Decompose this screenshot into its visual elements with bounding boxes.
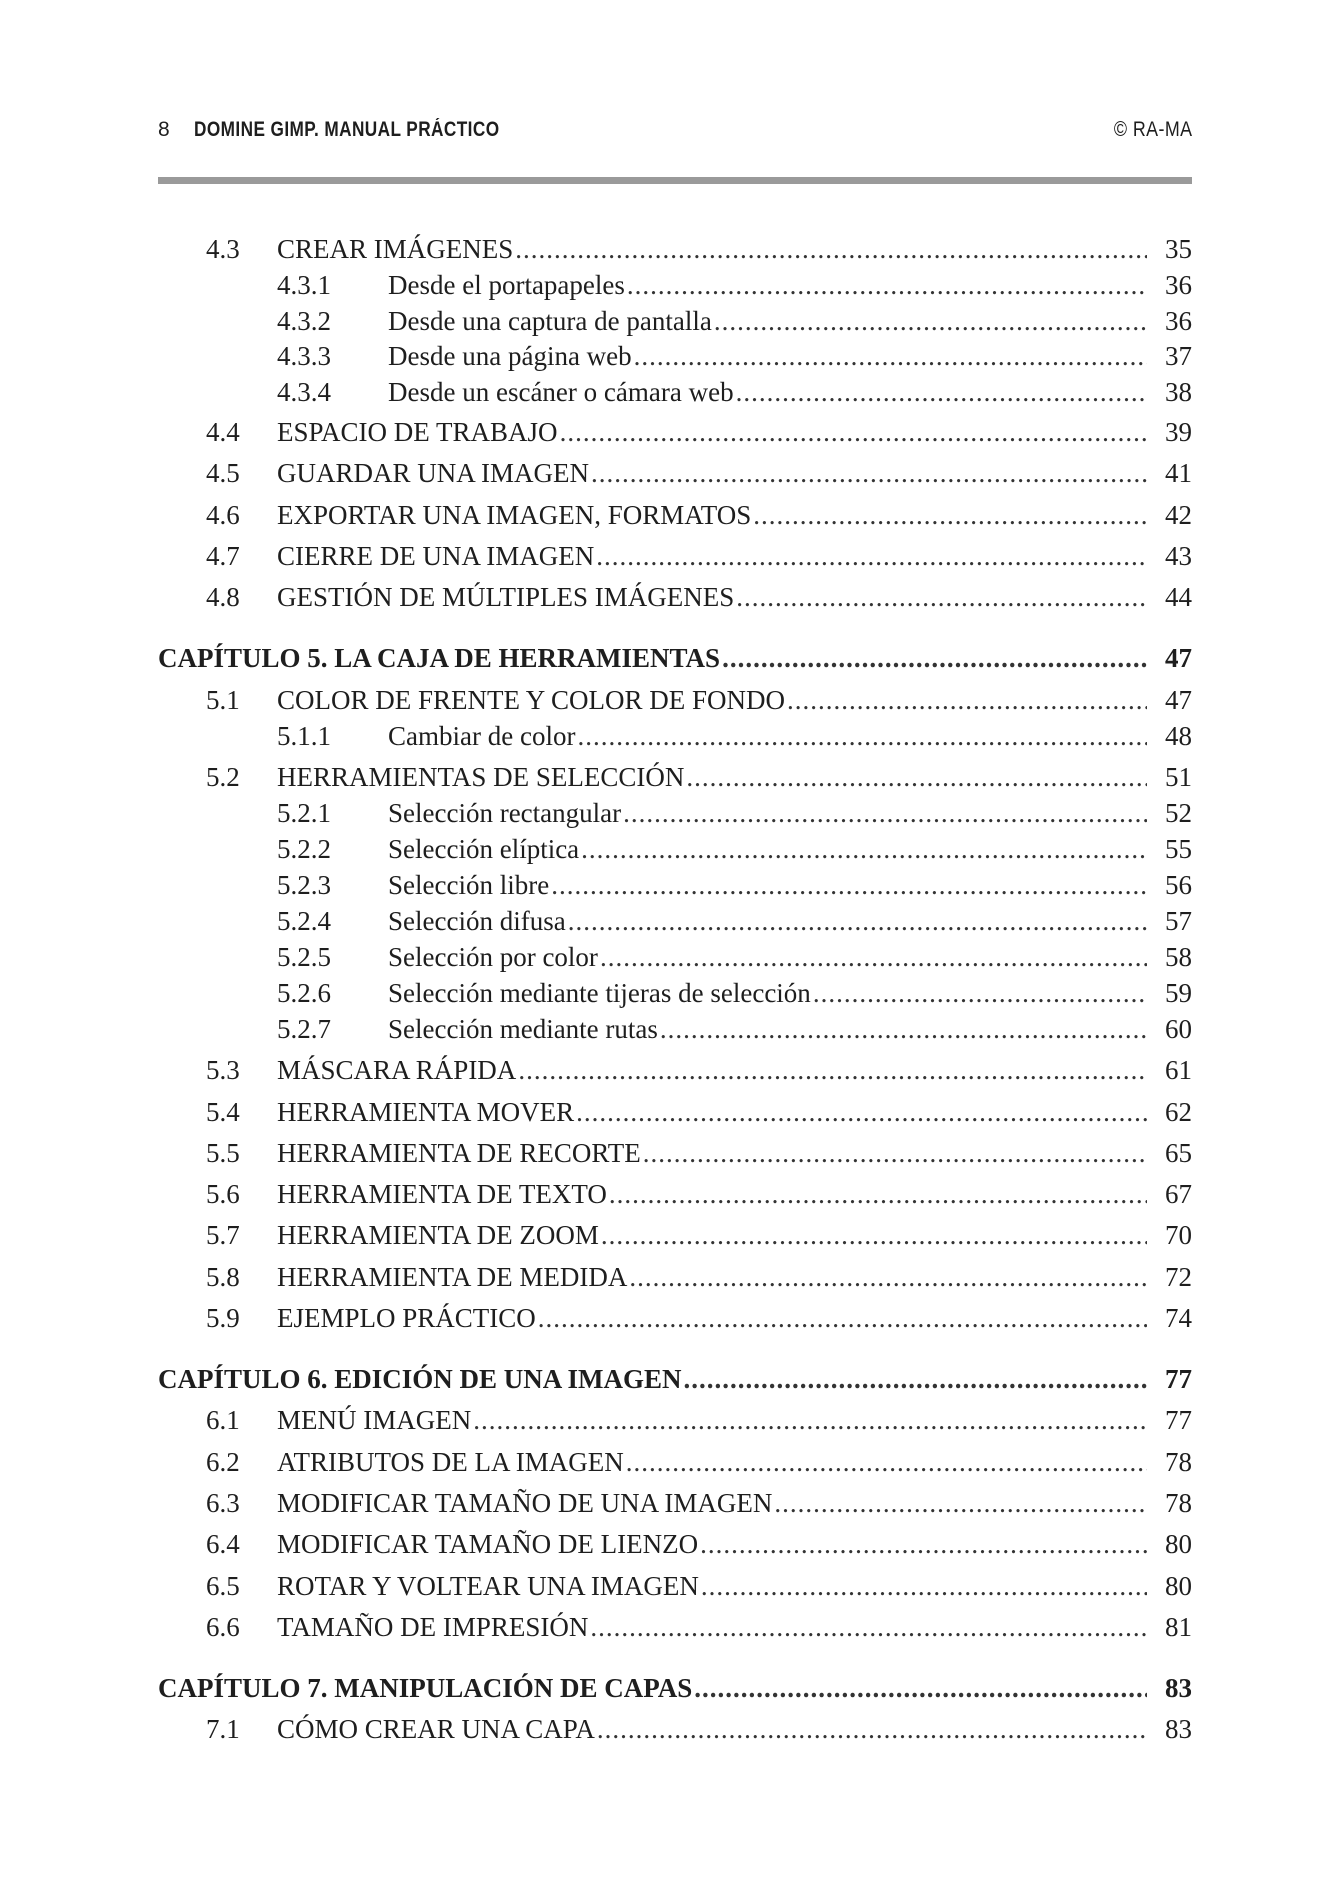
toc-entry-number: 4.7 [206, 541, 240, 571]
toc-entry-page: 36 [1165, 270, 1192, 300]
toc-entry-page: 60 [1165, 1014, 1192, 1044]
dot-leader [600, 940, 1147, 974]
toc-entry-number: 5.2.6 [277, 978, 331, 1008]
toc-entry [0, 1610, 1339, 1644]
toc-entry-title: Selección libre [388, 870, 550, 900]
dot-leader [473, 1403, 1147, 1437]
toc-entry [0, 719, 1339, 753]
dot-leader [551, 868, 1147, 902]
toc-entry-page: 80 [1165, 1571, 1192, 1601]
dot-leader [627, 268, 1147, 302]
toc-entry [0, 1260, 1339, 1294]
dot-leader [609, 1177, 1147, 1211]
toc-entry-page: 70 [1165, 1220, 1192, 1250]
toc-entry [0, 1012, 1339, 1046]
toc-entry-title: Desde una página web [388, 341, 632, 371]
toc-entry-page: 55 [1165, 834, 1192, 864]
dot-leader [560, 415, 1147, 449]
toc-entry-title: ATRIBUTOS DE LA IMAGEN [277, 1447, 624, 1477]
toc-entry-title: Desde un escáner o cámara web [388, 377, 734, 407]
dot-leader [568, 904, 1147, 938]
toc-entry-title: Selección difusa [388, 906, 566, 936]
toc-entry-page: 77 [1165, 1405, 1192, 1435]
toc-entry-title: CIERRE DE UNA IMAGEN [277, 541, 595, 571]
toc-entry-number: 5.2.5 [277, 942, 331, 972]
toc-entry [0, 1218, 1339, 1252]
toc-entry-title: MÁSCARA RÁPIDA [277, 1055, 517, 1085]
toc-entry-number: 5.4 [206, 1097, 240, 1127]
toc-entry-page: 42 [1165, 500, 1192, 530]
toc-entry-page: 35 [1165, 234, 1192, 264]
dot-leader [576, 1095, 1147, 1129]
page-number: 8 [158, 118, 171, 141]
toc-entry-title: HERRAMIENTA DE MEDIDA [277, 1262, 628, 1292]
toc-entry-title: GUARDAR UNA IMAGEN [277, 458, 590, 488]
toc-entry-page: 61 [1165, 1055, 1192, 1085]
toc-entry [0, 415, 1339, 449]
dot-leader [694, 1671, 1147, 1705]
toc-entry-page: 47 [1165, 685, 1192, 715]
dot-leader [813, 976, 1147, 1010]
toc-entry-page: 36 [1165, 306, 1192, 336]
toc-entry-title: CAPÍTULO 6. EDICIÓN DE UNA IMAGEN [158, 1364, 682, 1394]
dot-leader [597, 1712, 1147, 1746]
toc-entry-page: 41 [1165, 458, 1192, 488]
toc-entry-title: EJEMPLO PRÁCTICO [277, 1303, 536, 1333]
toc-entry [0, 498, 1339, 532]
toc-entry [0, 232, 1339, 266]
toc-chapter [0, 1362, 1339, 1396]
book-title: DOMINE GIMP. MANUAL PRÁCTICO [194, 118, 500, 141]
dot-leader [629, 1260, 1147, 1294]
toc-entry-page: 51 [1165, 762, 1192, 792]
toc-entry-number: 6.6 [206, 1612, 240, 1642]
dot-leader [701, 1569, 1147, 1603]
toc-entry [0, 1486, 1339, 1520]
publisher: © RA-MA [1113, 118, 1192, 141]
dot-leader [660, 1012, 1147, 1046]
toc-entry-number: 4.6 [206, 500, 240, 530]
dot-leader [601, 1218, 1147, 1252]
toc-entry [0, 760, 1339, 794]
toc-entry-number: 5.2.1 [277, 798, 331, 828]
toc-entry-number: 5.6 [206, 1179, 240, 1209]
toc-chapter [0, 641, 1339, 675]
toc-entry-page: 83 [1165, 1714, 1192, 1744]
toc-entry-title: Selección mediante rutas [388, 1014, 658, 1044]
toc-entry [0, 1136, 1339, 1170]
toc-entry-number: 4.5 [206, 458, 240, 488]
toc-entry [0, 1403, 1339, 1437]
dot-leader [634, 339, 1147, 373]
toc-entry-number: 4.3.3 [277, 341, 331, 371]
toc-entry-number: 5.2.4 [277, 906, 331, 936]
toc-entry-number: 5.8 [206, 1262, 240, 1292]
toc-entry [0, 1095, 1339, 1129]
toc-entry-title: Desde el portapapeles [388, 270, 625, 300]
toc-entry-number: 5.2.2 [277, 834, 331, 864]
toc-entry-title: MODIFICAR TAMAÑO DE LIENZO [277, 1529, 699, 1559]
toc-entry-number: 4.3.1 [277, 270, 331, 300]
toc-entry-title: GESTIÓN DE MÚLTIPLES IMÁGENES [277, 582, 735, 612]
dot-leader [626, 1445, 1147, 1479]
toc-entry-page: 57 [1165, 906, 1192, 936]
toc-entry-title: MENÚ IMAGEN [277, 1405, 472, 1435]
toc-entry-number: 6.1 [206, 1405, 240, 1435]
toc-entry-title: HERRAMIENTA DE ZOOM [277, 1220, 599, 1250]
toc-entry [0, 456, 1339, 490]
toc-entry-number: 4.3 [206, 234, 240, 264]
dot-leader [590, 1610, 1147, 1644]
toc-entry-title: ESPACIO DE TRABAJO [277, 417, 558, 447]
toc-entry-title: HERRAMIENTA DE RECORTE [277, 1138, 641, 1168]
toc-entry-page: 44 [1165, 582, 1192, 612]
toc-entry-title: EXPORTAR UNA IMAGEN, FORMATOS [277, 500, 752, 530]
toc-entry [0, 868, 1339, 902]
toc-entry [0, 539, 1339, 573]
dot-leader [591, 456, 1147, 490]
toc-entry-page: 56 [1165, 870, 1192, 900]
toc-entry [0, 339, 1339, 373]
toc-entry-number: 6.4 [206, 1529, 240, 1559]
toc-entry-number: 7.1 [206, 1714, 240, 1744]
toc-entry-title: Selección elíptica [388, 834, 580, 864]
toc-chapter [0, 1671, 1339, 1705]
toc-entry [0, 832, 1339, 866]
toc-entry-number: 5.2.7 [277, 1014, 331, 1044]
toc-entry-page: 59 [1165, 978, 1192, 1008]
dot-leader [736, 580, 1147, 614]
toc-entry-page: 78 [1165, 1447, 1192, 1477]
dot-leader [538, 1301, 1147, 1335]
toc-entry-page: 37 [1165, 341, 1192, 371]
toc-entry-number: 5.7 [206, 1220, 240, 1250]
toc-entry-page: 65 [1165, 1138, 1192, 1168]
toc-entry [0, 904, 1339, 938]
toc-entry-title: Cambiar de color [388, 721, 576, 751]
toc-entry-page: 67 [1165, 1179, 1192, 1209]
toc-entry-number: 6.3 [206, 1488, 240, 1518]
toc-entry [0, 940, 1339, 974]
toc-entry-page: 47 [1165, 643, 1192, 673]
toc-entry [0, 1301, 1339, 1335]
toc-entry [0, 683, 1339, 717]
toc-entry-number: 5.3 [206, 1055, 240, 1085]
toc-entry-title: Selección mediante tijeras de selección [388, 978, 811, 1008]
toc-entry-number: 4.4 [206, 417, 240, 447]
toc-entry [0, 580, 1339, 614]
toc-entry-title: COLOR DE FRENTE Y COLOR DE FONDO [277, 685, 786, 715]
toc-entry-title: CAPÍTULO 7. MANIPULACIÓN DE CAPAS [158, 1673, 693, 1703]
dot-leader [753, 498, 1147, 532]
toc-entry-page: 58 [1165, 942, 1192, 972]
toc-entry-title: MODIFICAR TAMAÑO DE UNA IMAGEN [277, 1488, 773, 1518]
toc-entry [0, 375, 1339, 409]
toc-entry [0, 976, 1339, 1010]
toc-entry-page: 81 [1165, 1612, 1192, 1642]
toc-entry [0, 268, 1339, 302]
toc-entry-title: CAPÍTULO 5. LA CAJA DE HERRAMIENTAS [158, 643, 721, 673]
toc-entry-number: 5.2.3 [277, 870, 331, 900]
toc-entry-page: 62 [1165, 1097, 1192, 1127]
toc-entry-number: 4.3.4 [277, 377, 331, 407]
toc-entry [0, 796, 1339, 830]
toc-entry-title: ROTAR Y VOLTEAR UNA IMAGEN [277, 1571, 699, 1601]
toc-entry-title: Desde una captura de pantalla [388, 306, 712, 336]
toc-entry-number: 6.5 [206, 1571, 240, 1601]
dot-leader [518, 1053, 1147, 1087]
toc-entry-page: 80 [1165, 1529, 1192, 1559]
toc-entry-page: 52 [1165, 798, 1192, 828]
dot-leader [686, 760, 1147, 794]
toc-entry-number: 5.5 [206, 1138, 240, 1168]
toc-entry [0, 1053, 1339, 1087]
toc-entry-title: HERRAMIENTA MOVER [277, 1097, 575, 1127]
toc-entry-title: HERRAMIENTAS DE SELECCIÓN [277, 762, 685, 792]
toc-entry-title: Selección por color [388, 942, 598, 972]
toc-entry-page: 77 [1165, 1364, 1192, 1394]
toc-entry-page: 72 [1165, 1262, 1192, 1292]
toc-entry [0, 1712, 1339, 1746]
dot-leader [700, 1527, 1147, 1561]
toc-entry [0, 1445, 1339, 1479]
toc-entry-page: 48 [1165, 721, 1192, 751]
dot-leader [684, 1362, 1147, 1396]
toc-entry-number: 5.1.1 [277, 721, 331, 751]
dot-leader [722, 641, 1147, 675]
toc-entry-number: 5.9 [206, 1303, 240, 1333]
dot-leader [515, 232, 1147, 266]
toc-entry-page: 78 [1165, 1488, 1192, 1518]
toc-entry-title: CREAR IMÁGENES [277, 234, 514, 264]
dot-leader [714, 304, 1147, 338]
toc-entry-page: 38 [1165, 377, 1192, 407]
toc-entry [0, 1177, 1339, 1211]
toc-entry-number: 4.8 [206, 582, 240, 612]
toc-entry-number: 4.3.2 [277, 306, 331, 336]
dot-leader [643, 1136, 1147, 1170]
toc-entry-title: CÓMO CREAR UNA CAPA [277, 1714, 595, 1744]
toc-entry-page: 83 [1165, 1673, 1192, 1703]
toc-entry-title: TAMAÑO DE IMPRESIÓN [277, 1612, 589, 1642]
dot-leader [787, 683, 1147, 717]
toc-entry-page: 74 [1165, 1303, 1192, 1333]
toc-entry-page: 43 [1165, 541, 1192, 571]
toc-entry-number: 5.2 [206, 762, 240, 792]
toc-entry-title: Selección rectangular [388, 798, 622, 828]
dot-leader [581, 832, 1147, 866]
dot-leader [736, 375, 1147, 409]
toc-entry-page: 39 [1165, 417, 1192, 447]
toc-entry-number: 6.2 [206, 1447, 240, 1477]
toc-entry-number: 5.1 [206, 685, 240, 715]
toc-entry [0, 1569, 1339, 1603]
dot-leader [774, 1486, 1147, 1520]
dot-leader [623, 796, 1147, 830]
dot-leader [577, 719, 1147, 753]
dot-leader [596, 539, 1147, 573]
toc-entry-title: HERRAMIENTA DE TEXTO [277, 1179, 607, 1209]
toc-entry [0, 1527, 1339, 1561]
toc-entry [0, 304, 1339, 338]
